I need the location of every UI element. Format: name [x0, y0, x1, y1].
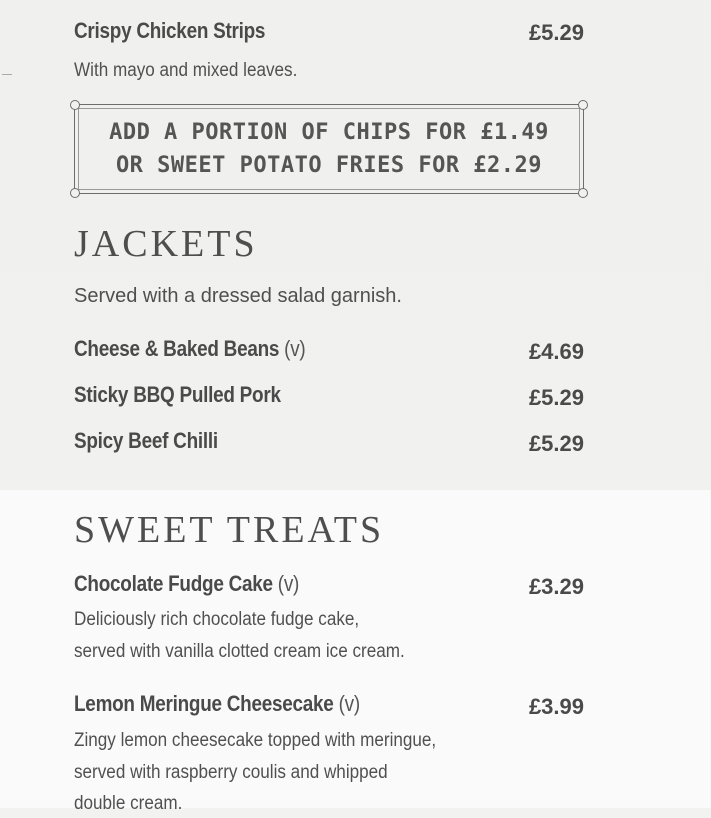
menu-item-description: served with raspberry coulis and whipped	[74, 762, 388, 783]
menu-item-price: £5.29	[528, 20, 584, 45]
vegetarian-marker: (v)	[338, 691, 360, 716]
menu-item-label: Chocolate Fudge Cake	[74, 571, 273, 596]
menu-item-name	[74, 571, 299, 597]
chips-offer-line-2: OR SWEET POTATO FRIES FOR £2.29	[115, 153, 543, 178]
menu-item-price: £3.29	[528, 574, 584, 599]
menu-item-name	[74, 691, 360, 717]
menu-item-price: £3.99	[528, 694, 584, 719]
section-title-jackets: JACKETS	[74, 223, 258, 265]
menu-item-label: Cheese & Baked Beans	[74, 336, 280, 361]
menu-item-name: Crispy Chicken Strips	[74, 18, 266, 43]
section-subtitle-jackets: Served with a dressed salad garnish.	[74, 285, 402, 307]
menu-item-description: double cream.	[74, 793, 183, 814]
box-corner-ornament	[578, 188, 588, 198]
menu-item-name: Spicy Beef Chilli	[74, 428, 218, 453]
menu-item-description: Deliciously rich chocolate fudge cake,	[74, 609, 360, 630]
box-corner-ornament	[70, 100, 80, 110]
menu-item-price: £5.29	[528, 431, 584, 456]
scan-mark	[2, 74, 12, 75]
menu-item-description: served with vanilla clotted cream ice cream.	[74, 641, 405, 662]
menu-item-price: £5.29	[528, 385, 584, 410]
section-title-sweet-treats: SWEET TREATS	[74, 509, 385, 551]
vegetarian-marker: (v)	[284, 336, 306, 361]
vegetarian-marker: (v)	[277, 571, 300, 596]
menu-item-name	[74, 336, 305, 362]
menu-item-description: With mayo and mixed leaves.	[74, 60, 298, 81]
menu-item-description: Zingy lemon cheesecake topped with meringue,	[74, 730, 437, 751]
box-corner-ornament	[70, 188, 80, 198]
chips-offer-box	[74, 104, 584, 194]
menu-item-price: £4.69	[528, 339, 584, 364]
menu-item-label: Lemon Meringue Cheesecake	[74, 691, 334, 716]
chips-offer-line-1: ADD A PORTION OF CHIPS FOR £1.49	[109, 120, 549, 145]
menu-item-name: Sticky BBQ Pulled Pork	[74, 382, 281, 407]
box-corner-ornament	[578, 100, 588, 110]
